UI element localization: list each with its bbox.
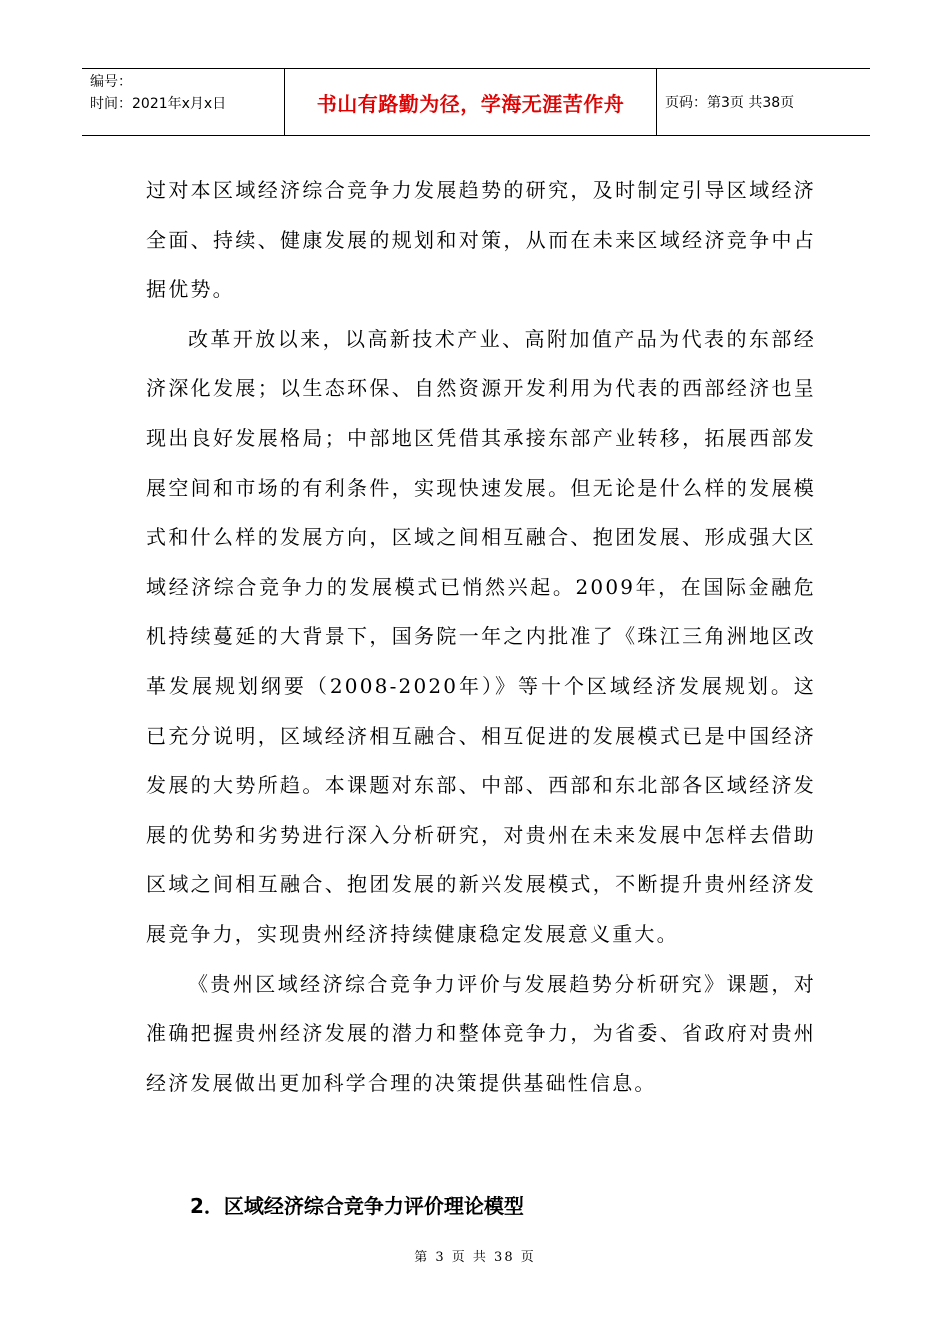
- header-motto: 书山有路勤为径，学海无涯苦作舟: [284, 69, 657, 135]
- paragraph-continuation: 过对本区域经济综合竞争力发展趋势的研究，及时制定引导区域经济全面、持续、健康发展的规划和对策，从而在未来区域经济竞争中占据优势。: [146, 178, 816, 302]
- section-heading: 2．区域经济综合竞争力评价理论模型: [190, 1194, 524, 1218]
- paragraph-project: 《贵州区域经济综合竞争力评价与发展趋势分析研究》课题，对准确把握贵州经济发展的潜力和整体竞争力，为省委、省政府对贵州经济发展做出更加科学合理的决策提供基础性信息。: [146, 971, 816, 1095]
- header-page-info: 页码：第3页 共38页: [665, 95, 795, 111]
- page-header: [82, 68, 870, 136]
- header-meta: [82, 69, 284, 135]
- page-footer: 第 3 页 共 38 页: [414, 1250, 536, 1265]
- document-date: 时间：2021年x月x日: [90, 96, 227, 112]
- document-body: [146, 166, 816, 1108]
- document-id-label: 编号：: [90, 74, 132, 90]
- paragraph-reform: 改革开放以来，以高新技术产业、高附加值产品为代表的东部经济深化发展；以生态环保、自然资源开发利用为代表的西部经济也呈现出良好发展格局；中部地区凭借其承接东部产业转移，拓展西部发展空间和市场的有利条件，实现快速发展。但无论是什么样的发展模式和什么样的发展方向，区域之间相互融合、抱团发展、形成强大区域经济综合竞争力的发展模式已悄然兴起。2009年，在国际金融危机持续蔓延的大背景下，国务院一年之内批准了《珠江三角洲地区改革发展规划纲要（2008-2020年）》等十个区域经济发展规划。这已充分说明，区域经济相互融合、相互促进的发展模式已是中国经济发展的大势所趋。本课题对东部、中部、西部和东北部各区域经济发展的优势和劣势进行深入分析研究，对贵州在未来发展中怎样去借助区域之间相互融合、抱团发展的新兴发展模式，不断提升贵州经济发展竞争力，实现贵州经济持续健康稳定发展意义重大。: [146, 326, 816, 946]
